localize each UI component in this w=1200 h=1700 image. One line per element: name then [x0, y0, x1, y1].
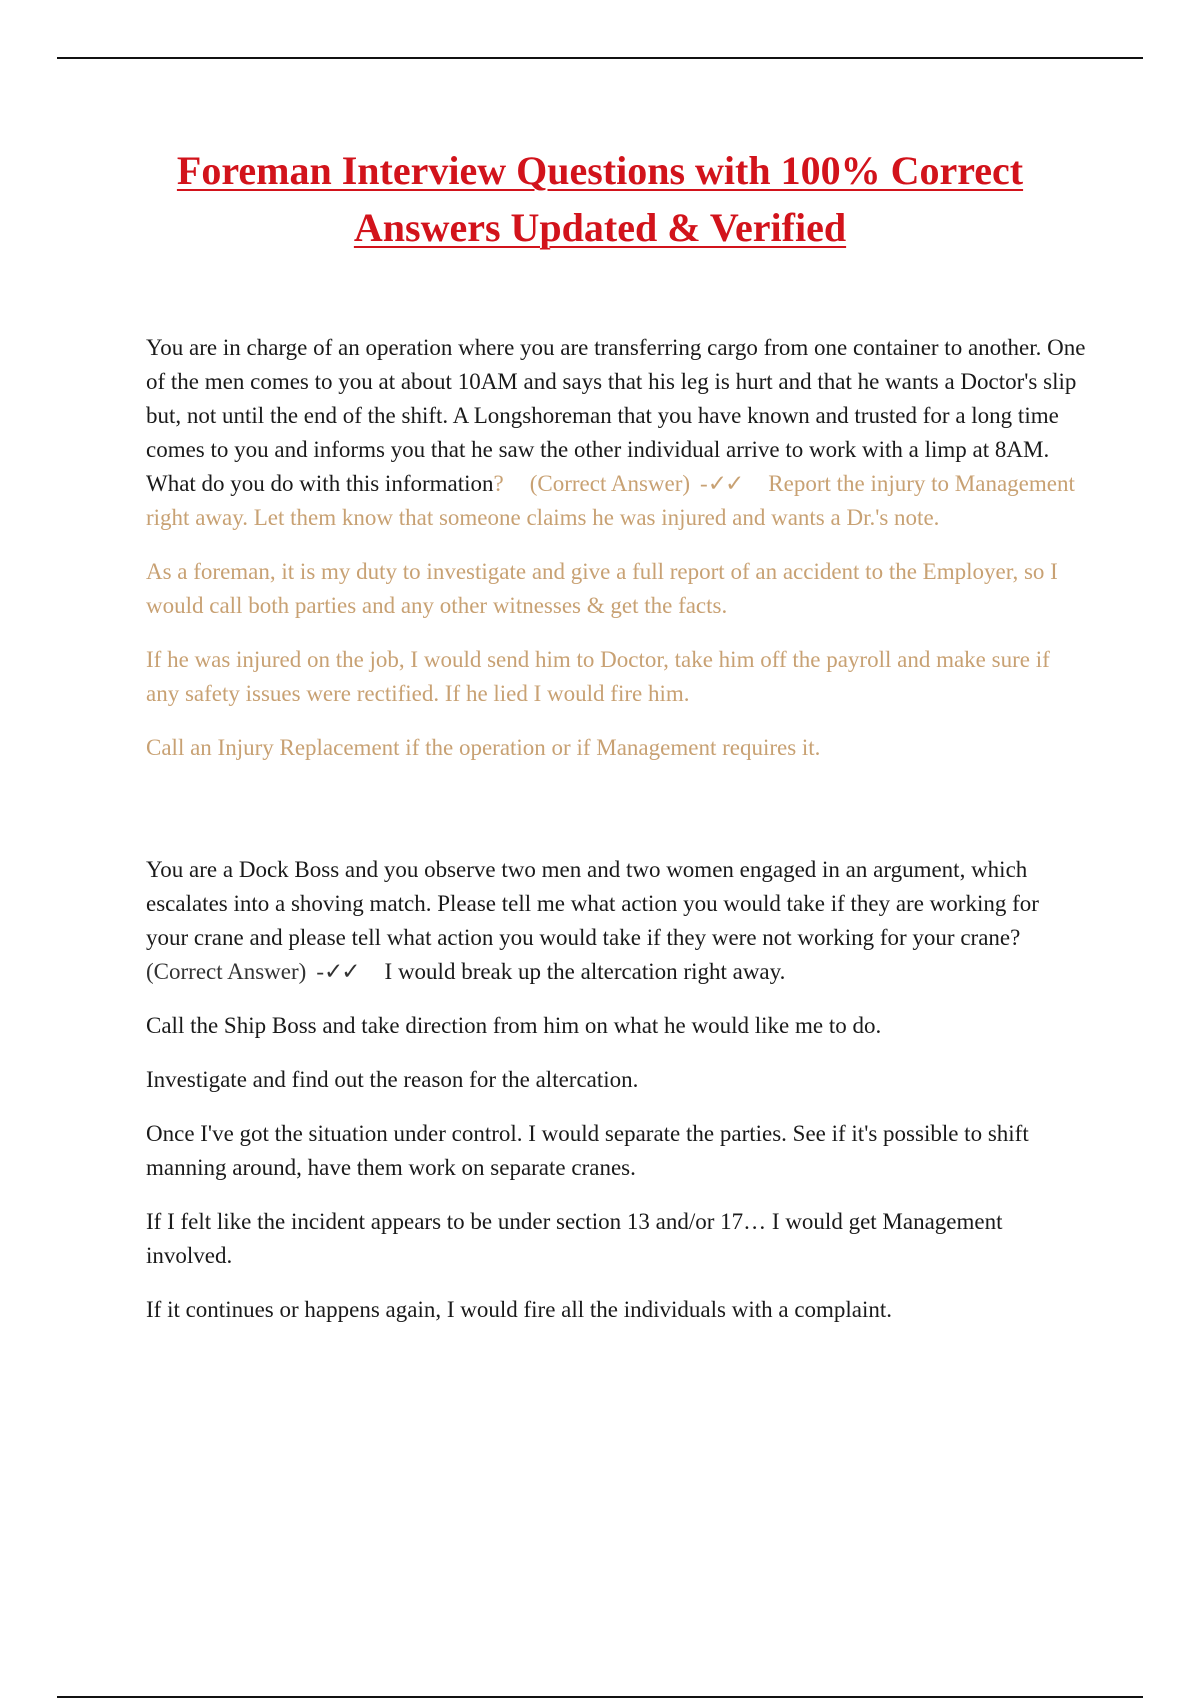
answer-paragraph: If it continues or happens again, I would fire all the individuals with a complaint. [146, 1297, 893, 1322]
answer-paragraph: Once I've got the situation under control. I would separate the parties. See if it's possible to shift manning around, have them work on separate cranes. [146, 1121, 1029, 1180]
bottom-rule [57, 1696, 1143, 1698]
answer-paragraph: Call the Ship Boss and take direction from him on what he would like me to do. [146, 1013, 882, 1038]
question-paragraph [146, 853, 1086, 989]
document-body [146, 331, 1086, 1347]
answer-text: I would break up the altercation right away. [384, 959, 786, 984]
answer-paragraph: If I felt like the incident appears to be under section 13 and/or 17… I would get Management involved. [146, 1209, 1003, 1268]
correct-answer-label: (Correct Answer) [529, 471, 691, 496]
answer-paragraph: Call an Injury Replacement if the operation or if Management requires it. [146, 735, 821, 760]
question-paragraph [146, 331, 1086, 535]
section-spacer [146, 785, 1086, 853]
answer-text: Report the injury to Management right away. Let them know that someone claims he was injured and wants a Dr.'s note. [146, 471, 1075, 530]
answer-separator: - [316, 959, 324, 984]
qa-item-2 [146, 853, 1086, 1327]
double-check-icon: ✓✓ [707, 471, 743, 496]
question-text: You are a Dock Boss and you observe two men and two women engaged in an argument, which escalates into a shoving match. Please tell me what action you would take if they are working for your crane and please tell what action you would take if they were not working for your crane [146, 857, 1039, 950]
answer-paragraph: As a foreman, it is my duty to investigate and give a full report of an accident to the Employer, so I would call both parties and any other witnesses & get the facts. [146, 559, 1058, 618]
qa-item-1 [146, 331, 1086, 765]
question-text: You are in charge of an operation where you are transferring cargo from one container to another. One of the men comes to you at about 10AM and says that his leg is hurt and that he wants a Doctor's slip but, not until the end of the shift. A Longshoreman that you have known and trusted for a long time comes to you and informs you that he saw the other individual arrive to work with a limp at 8AM. What do you do with this information [146, 335, 1086, 496]
double-check-icon: ✓✓ [323, 959, 359, 984]
answer-paragraph: If he was injured on the job, I would send him to Doctor, take him off the payroll and make sure if any safety issues were rectified. If he lied I would fire him. [146, 647, 1050, 706]
answer-separator: - [700, 471, 708, 496]
top-rule [57, 57, 1143, 59]
answer-paragraph: Investigate and find out the reason for the altercation. [146, 1067, 639, 1092]
question-mark: ? [1010, 925, 1021, 950]
question-mark: ? [493, 471, 504, 496]
document-title: Foreman Interview Questions with 100% Correct Answers Updated & Verified [176, 148, 1024, 250]
correct-answer-label: (Correct Answer) [146, 959, 307, 984]
